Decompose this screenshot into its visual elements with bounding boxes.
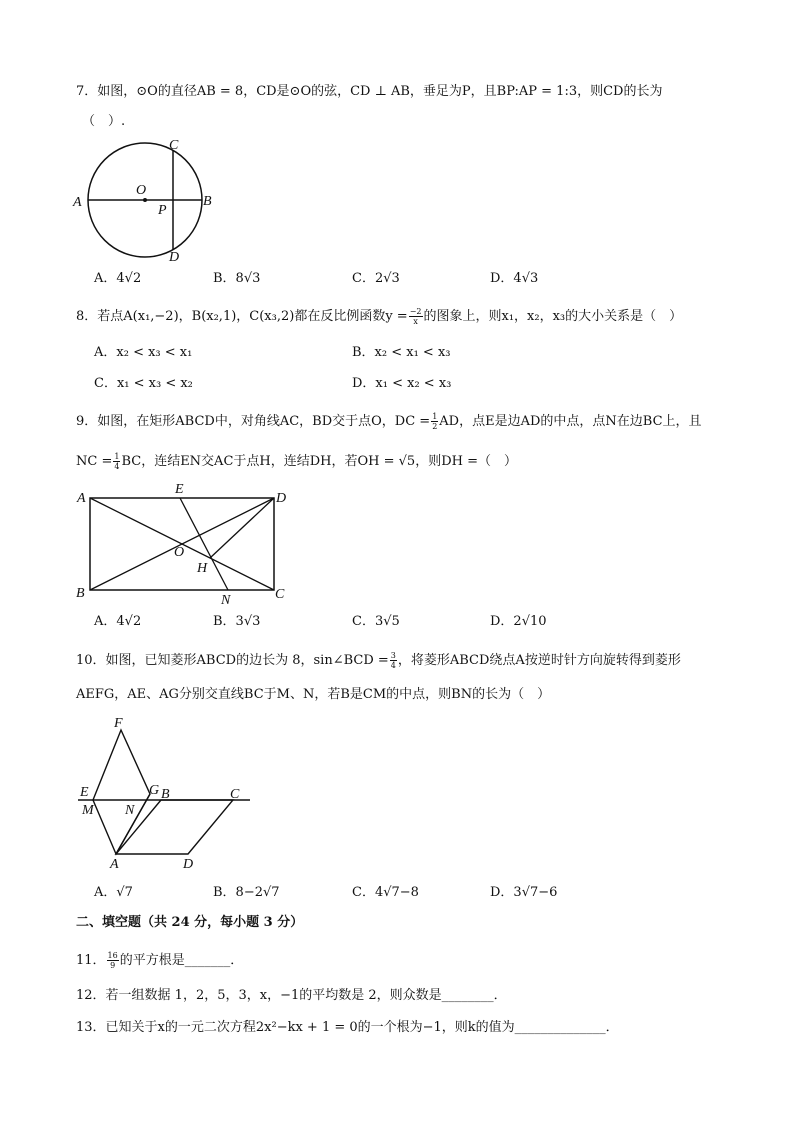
q7-stem: 7．如图，⊙O的直径AB = 8，CD是⊙O的弦，CD ⊥ AB，垂足为P，且BP:AP = 1:3，则CD的长为 xyxy=(76,84,663,99)
q10-fraction xyxy=(390,651,397,670)
q12-stem: 12．若一组数据 1，2，5，3，x，−1的平均数是 2，则众数是________． xyxy=(76,988,507,1003)
q8-option-b[interactable]: B．x₂ < x₁ < x₃ xyxy=(352,345,451,360)
q10-stem-a: 10．如图，已知菱形ABCD的边长为 8，sin∠BCD = xyxy=(76,653,389,668)
q9-frac2-den: 4 xyxy=(114,462,120,471)
q10-stem-line1 xyxy=(76,651,681,670)
q9-option-b[interactable]: B．3√3 xyxy=(213,614,261,629)
q9-option-a[interactable]: A．4√2 xyxy=(94,614,142,629)
q9-frac1-num: 1 xyxy=(432,412,438,421)
q9-stem-d: BC，连结EN交AC于点H，连结DH，若OH = √5，则DH =（ ） xyxy=(121,454,517,469)
q9-stem-c: NC = xyxy=(76,454,113,469)
q7-option-c[interactable]: C．2√3 xyxy=(352,271,400,286)
label-f: F xyxy=(114,716,123,731)
q9-figure-rectangle xyxy=(70,480,300,610)
q9-option-c[interactable]: C．3√5 xyxy=(352,614,400,629)
q11-fraction xyxy=(107,951,119,970)
q9-stem-a: 9．如图，在矩形ABCD中，对角线AC，BD交于点O，DC = xyxy=(76,414,431,429)
label-d: D xyxy=(183,857,194,872)
segment-dh xyxy=(210,498,274,558)
q9-stem-b: AD，点E是边AD的中点，点N在边BC上，且 xyxy=(439,414,702,429)
label-b: B xyxy=(161,787,170,802)
q10-option-d[interactable]: D．3√7−6 xyxy=(490,885,558,900)
section-2-title: 二、填空题（共 24 分，每小题 3 分） xyxy=(76,915,304,930)
q7-option-b[interactable]: B．8√3 xyxy=(213,271,261,286)
label-o: O xyxy=(136,183,147,198)
q11-frac-num: 16 xyxy=(107,951,118,960)
q10-option-b[interactable]: B．8−2√7 xyxy=(213,885,280,900)
q11-text: 的平方根是_______． xyxy=(119,953,244,968)
q7-option-d[interactable]: D．4√3 xyxy=(490,271,539,286)
q8-stem-b: 的图象上，则x₁，x₂，x₃的大小关系是（ ） xyxy=(423,309,683,324)
q10-frac-den: 4 xyxy=(390,661,396,670)
q8-option-a[interactable]: A．x₂ < x₃ < x₁ xyxy=(94,345,193,360)
label-c: C xyxy=(230,787,240,802)
center-point xyxy=(143,198,147,202)
q10-option-a[interactable]: A．√7 xyxy=(94,885,133,900)
segment-en xyxy=(180,498,228,590)
label-a: A xyxy=(77,491,86,506)
q7-figure-circle xyxy=(70,134,230,264)
q10-figure-rhombus xyxy=(70,712,260,872)
label-p: P xyxy=(158,203,167,218)
q9-stem-line2 xyxy=(76,452,517,471)
label-b: B xyxy=(76,586,85,601)
q11-prefix: 11． xyxy=(76,953,106,968)
q13-stem: 13．已知关于x的一元二次方程2x²−kx + 1 = 0的一个根为−1，则k的值为______________． xyxy=(76,1020,619,1035)
label-h: H xyxy=(197,561,208,576)
q8-stem xyxy=(76,307,682,326)
q9-fraction-1 xyxy=(431,412,438,431)
label-m: M xyxy=(82,803,94,818)
q11-frac-den: 9 xyxy=(110,961,116,970)
q9-option-d[interactable]: D．2√10 xyxy=(490,614,547,629)
q9-stem-line1 xyxy=(76,412,702,431)
q8-option-d[interactable]: D．x₁ < x₂ < x₃ xyxy=(352,376,452,391)
q10-stem-b: ，将菱形ABCD绕点A按逆时针方向旋转得到菱形 xyxy=(397,653,681,668)
label-d: D xyxy=(276,491,287,506)
label-a: A xyxy=(73,195,82,210)
q8-stem-a: 8．若点A(x₁,−2)，B(x₂,1)，C(x₃,2)都在反比例函数y = xyxy=(76,309,408,324)
q10-stem-line2: AEFG，AE、AG分别交直线BC于M、N，若B是CM的中点，则BN的长为（ ） xyxy=(76,687,551,702)
q9-fraction-2 xyxy=(113,452,120,471)
q8-fraction xyxy=(409,307,423,326)
label-e: E xyxy=(175,482,184,497)
q9-frac1-den: 2 xyxy=(432,422,438,431)
q10-option-c[interactable]: C．4√7−8 xyxy=(352,885,419,900)
label-n: N xyxy=(125,803,135,818)
label-c: C xyxy=(169,138,179,153)
q10-frac-num: 3 xyxy=(390,651,396,660)
q8-frac-den: x xyxy=(413,317,418,326)
label-c: C xyxy=(275,587,285,602)
label-n: N xyxy=(221,593,231,608)
q7-option-a[interactable]: A．4√2 xyxy=(94,271,142,286)
rhombus-aefg xyxy=(93,730,150,854)
label-a: A xyxy=(110,857,119,872)
q11-stem xyxy=(76,951,243,970)
q8-option-c[interactable]: C．x₁ < x₃ < x₂ xyxy=(94,376,193,391)
label-o: O xyxy=(174,545,185,560)
q7-stem-cont: （ ）. xyxy=(82,114,126,129)
label-b: B xyxy=(203,194,212,209)
label-g: G xyxy=(149,783,160,798)
label-d: D xyxy=(169,250,180,264)
label-e: E xyxy=(80,785,89,800)
q9-frac2-num: 1 xyxy=(114,452,120,461)
q8-frac-num: −2 xyxy=(409,307,422,316)
